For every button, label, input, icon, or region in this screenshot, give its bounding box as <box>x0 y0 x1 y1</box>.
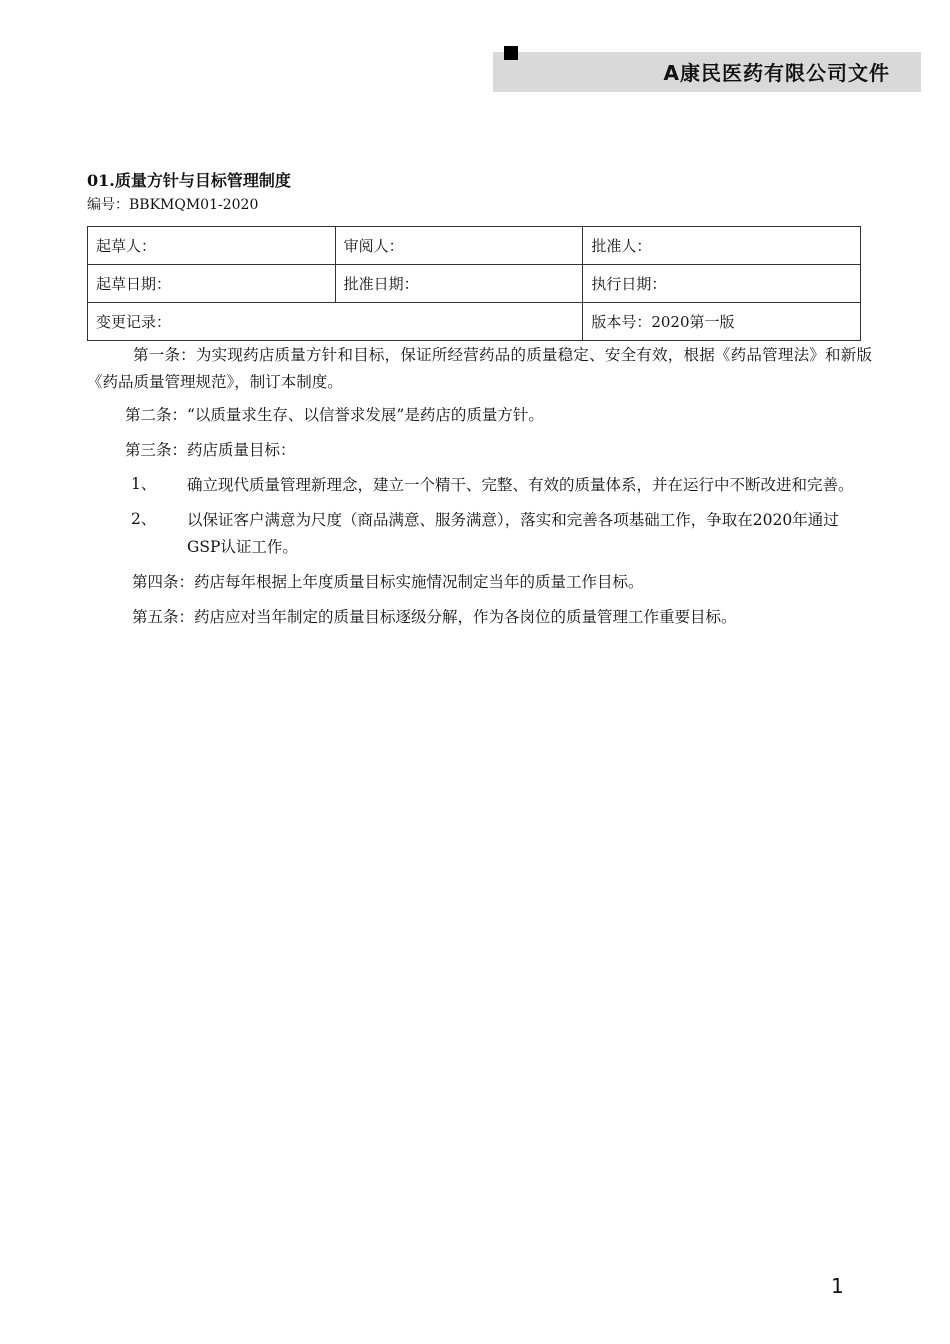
document-body <box>87 342 872 631</box>
document-heading: 01.质量方针与目标管理制度 <box>87 171 291 190</box>
info-table <box>87 226 861 341</box>
version-cell: 版本号：2020第一版 <box>583 303 861 341</box>
table-row <box>88 227 861 265</box>
approver-cell: 批准人： <box>583 227 861 265</box>
list-item-text: 以保证客户满意为尺度（商品满意、服务满意），落实和完善各项基础工作，争取在2020年通过GSP认证工作。 <box>187 511 839 556</box>
company-title: A康民医药有限公司文件 <box>663 61 890 85</box>
drafter-cell: 起草人： <box>88 227 336 265</box>
article-4: 第四条：药店每年根据上年度质量目标实施情况制定当年的质量工作目标。 <box>132 573 644 591</box>
list-item-number: 1、 <box>131 475 157 493</box>
article-3: 第三条：药店质量目标： <box>125 441 296 459</box>
document-number: 编号：BBKMQM01-2020 <box>87 197 259 213</box>
reviewer-cell: 审阅人： <box>335 227 583 265</box>
header-square-mark <box>504 46 518 60</box>
list-item <box>87 472 872 499</box>
table-row <box>88 303 861 341</box>
approve-date-cell: 批准日期： <box>335 265 583 303</box>
page-number: 1 <box>831 1274 844 1298</box>
article-5: 第五条：药店应对当年制定的质量目标逐级分解，作为各岗位的质量管理工作重要目标。 <box>132 608 737 626</box>
list-item-number: 2、 <box>131 510 157 528</box>
change-log-cell: 变更记录： <box>88 303 583 341</box>
list-item <box>87 507 872 561</box>
article-1: 第一条：为实现药店质量方针和目标，保证所经营药品的质量稳定、安全有效，根据《药品管理法》和新版《药品质量管理规范》，制订本制度。 <box>87 346 872 391</box>
table-row <box>88 265 861 303</box>
exec-date-cell: 执行日期： <box>583 265 861 303</box>
article-2: 第二条：“以质量求生存、以信誉求发展”是药店的质量方针。 <box>125 406 544 424</box>
list-item-text: 确立现代质量管理新理念，建立一个精干、完整、有效的质量体系，并在运行中不断改进和完善。 <box>187 476 854 494</box>
draft-date-cell: 起草日期： <box>88 265 336 303</box>
